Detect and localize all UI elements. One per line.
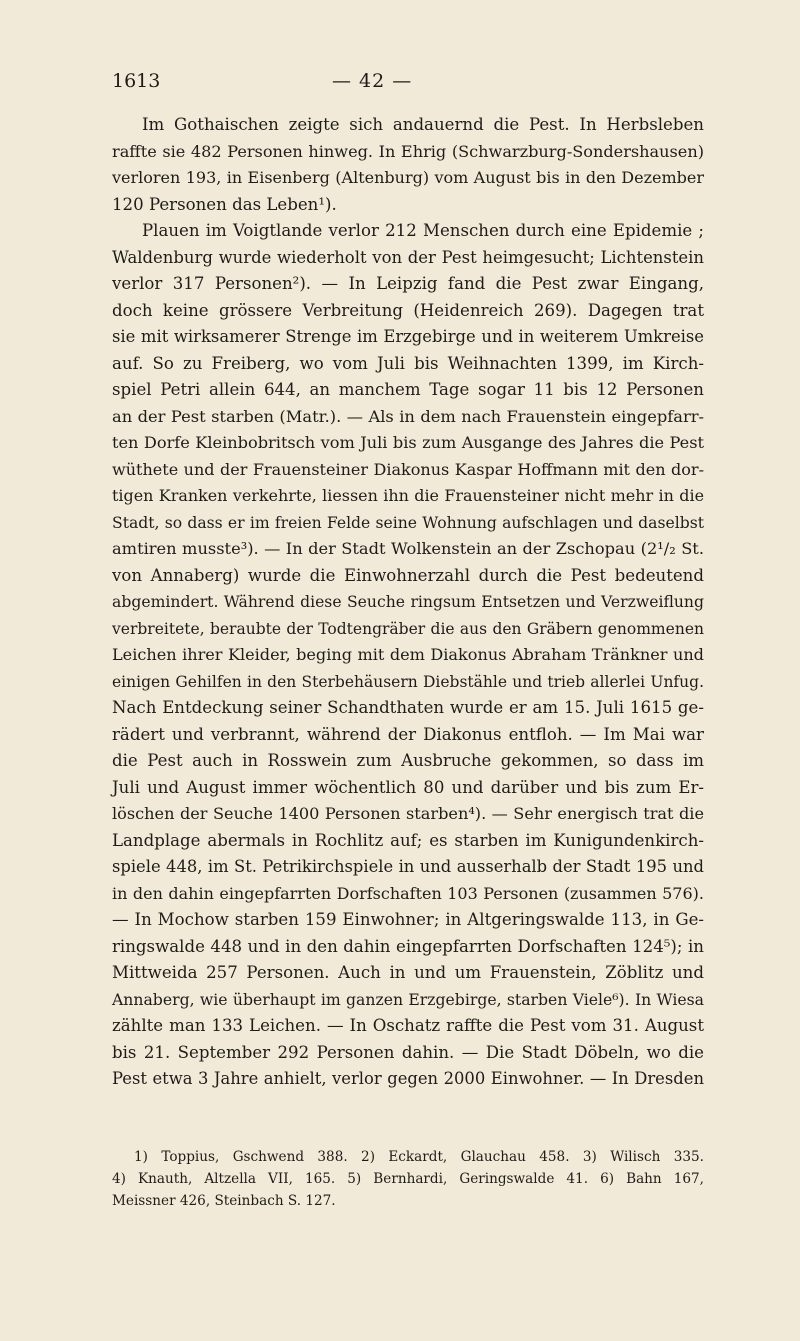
text-line: Landplage abermals in Rochlitz auf; es starben im Kunigundenkirch- (112, 830, 704, 850)
text-line: Nach Entdeckung seiner Schandthaten wurde er am 15. Juli 1615 ge- (112, 698, 704, 717)
text-line: spiele 448, im St. Petrikirchspiele in und ausserhalb der Stadt 195 und (112, 857, 704, 876)
text-line: doch keine grössere Verbreitung (Heidenreich 269). Dagegen trat (112, 300, 704, 320)
text-line: ten Dorfe Kleinbobritsch vom Juli bis zum Ausgange des Jahres die Pest (112, 433, 704, 452)
text-line: Waldenburg wurde wiederholt von der Pest heimgesucht; Lichtenstein (112, 247, 704, 267)
body-text (112, 112, 704, 1093)
text-line: Im Gothaischen zeigte sich andauernd die Pest. In Herbsleben (142, 115, 704, 134)
text-line: ringswalde 448 und in den dahin eingepfarrten Dorfschaften 124⁵); in (112, 936, 704, 956)
text-line: verloren 193, in Eisenberg (Altenburg) vom August bis in den Dezember (112, 168, 704, 187)
footnotes (112, 1146, 704, 1212)
text-line: löschen der Seuche 1400 Personen starben⁴). — Sehr energisch trat die (112, 804, 704, 823)
text-line: zählte man 133 Leichen. — In Oschatz raffte die Pest vom 31. August (112, 1016, 704, 1035)
text-line: raffte sie 482 Personen hinweg. In Ehrig (Schwarzburg-Sondershausen) (112, 141, 704, 161)
text-line: Mittweida 257 Personen. Auch in und um Frauenstein, Zöblitz und (112, 963, 704, 982)
text-line: die Pest auch in Rosswein zum Ausbruche gekommen, so dass im (112, 751, 704, 770)
text-line: verlor 317 Personen²). — In Leipzig fand die Pest zwar Eingang, (112, 274, 704, 293)
page-header (112, 70, 692, 96)
text-line: einigen Gehilfen in den Sterbehäusern Diebstähle und trieb allerlei Unfug. (112, 672, 704, 691)
text-line: verbreitete, beraubte der Todtengräber die aus den Gräbern genommenen (112, 619, 704, 638)
page-number: — 42 — (332, 70, 413, 92)
text-line: Annaberg, wie überhaupt im ganzen Erzgebirge, starben Viele⁶). In Wiesa (112, 989, 704, 1009)
text-line: Leichen ihrer Kleider, beging mit dem Diakonus Abraham Tränkner und (112, 645, 704, 664)
text-line: bis 21. September 292 Personen dahin. — Die Stadt Döbeln, wo die (112, 1042, 704, 1062)
text-line: Stadt, so dass er im freien Felde seine Wohnung aufschlagen und daselbst (112, 513, 704, 532)
text-line: amtiren musste³). — In der Stadt Wolkenstein an der Zschopau (2¹/₂ St. (112, 539, 704, 558)
footnote-line: 4) Knauth, Altzella VII, 165. 5) Bernhardi, Geringswalde 41. 6) Bahn 167, (112, 1171, 704, 1187)
text-line: wüthete und der Frauensteiner Diakonus Kaspar Hoffmann mit den dor- (112, 459, 704, 479)
text-line: Pest etwa 3 Jahre anhielt, verlor gegen 2000 Einwohner. — In Dresden (112, 1069, 704, 1088)
text-line: 120 Personen das Leben¹). (112, 194, 337, 214)
header-year: 1613 (112, 70, 161, 92)
text-line: auf. So zu Freiberg, wo vom Juli bis Weihnachten 1399, im Kirch- (112, 353, 704, 373)
footnote-line: 1) Toppius, Gschwend 388. 2) Eckardt, Glauchau 458. 3) Wilisch 335. (134, 1149, 704, 1165)
text-line: rädert und verbrannt, während der Diakonus entfloh. — Im Mai war (112, 724, 704, 744)
text-line: an der Pest starben (Matr.). — Als in dem nach Frauenstein eingepfarr- (112, 406, 704, 426)
text-line: spiel Petri allein 644, an manchem Tage sogar 11 bis 12 Personen (112, 380, 704, 399)
text-line: sie mit wirksamerer Strenge im Erzgebirge und in weiterem Umkreise (112, 327, 704, 346)
text-line: von Annaberg) wurde die Einwohnerzahl durch die Pest bedeutend (112, 565, 704, 585)
text-line: Juli und August immer wöchentlich 80 und darüber und bis zum Er- (112, 777, 704, 797)
text-line: tigen Kranken verkehrte, liessen ihn die Frauensteiner nicht mehr in die (112, 486, 704, 505)
text-line: Plauen im Voigtlande verlor 212 Menschen durch eine Epidemie ; (142, 221, 704, 240)
footnote-line: Meissner 426, Steinbach S. 127. (112, 1193, 336, 1209)
text-line: — In Mochow starben 159 Einwohner; in Altgeringswalde 113, in Ge- (112, 910, 704, 929)
text-line: in den dahin eingepfarrten Dorfschaften 103 Personen (zusammen 576). (112, 883, 704, 903)
text-line: abgemindert. Während diese Seuche ringsum Entsetzen und Verzweiflung (112, 592, 704, 611)
